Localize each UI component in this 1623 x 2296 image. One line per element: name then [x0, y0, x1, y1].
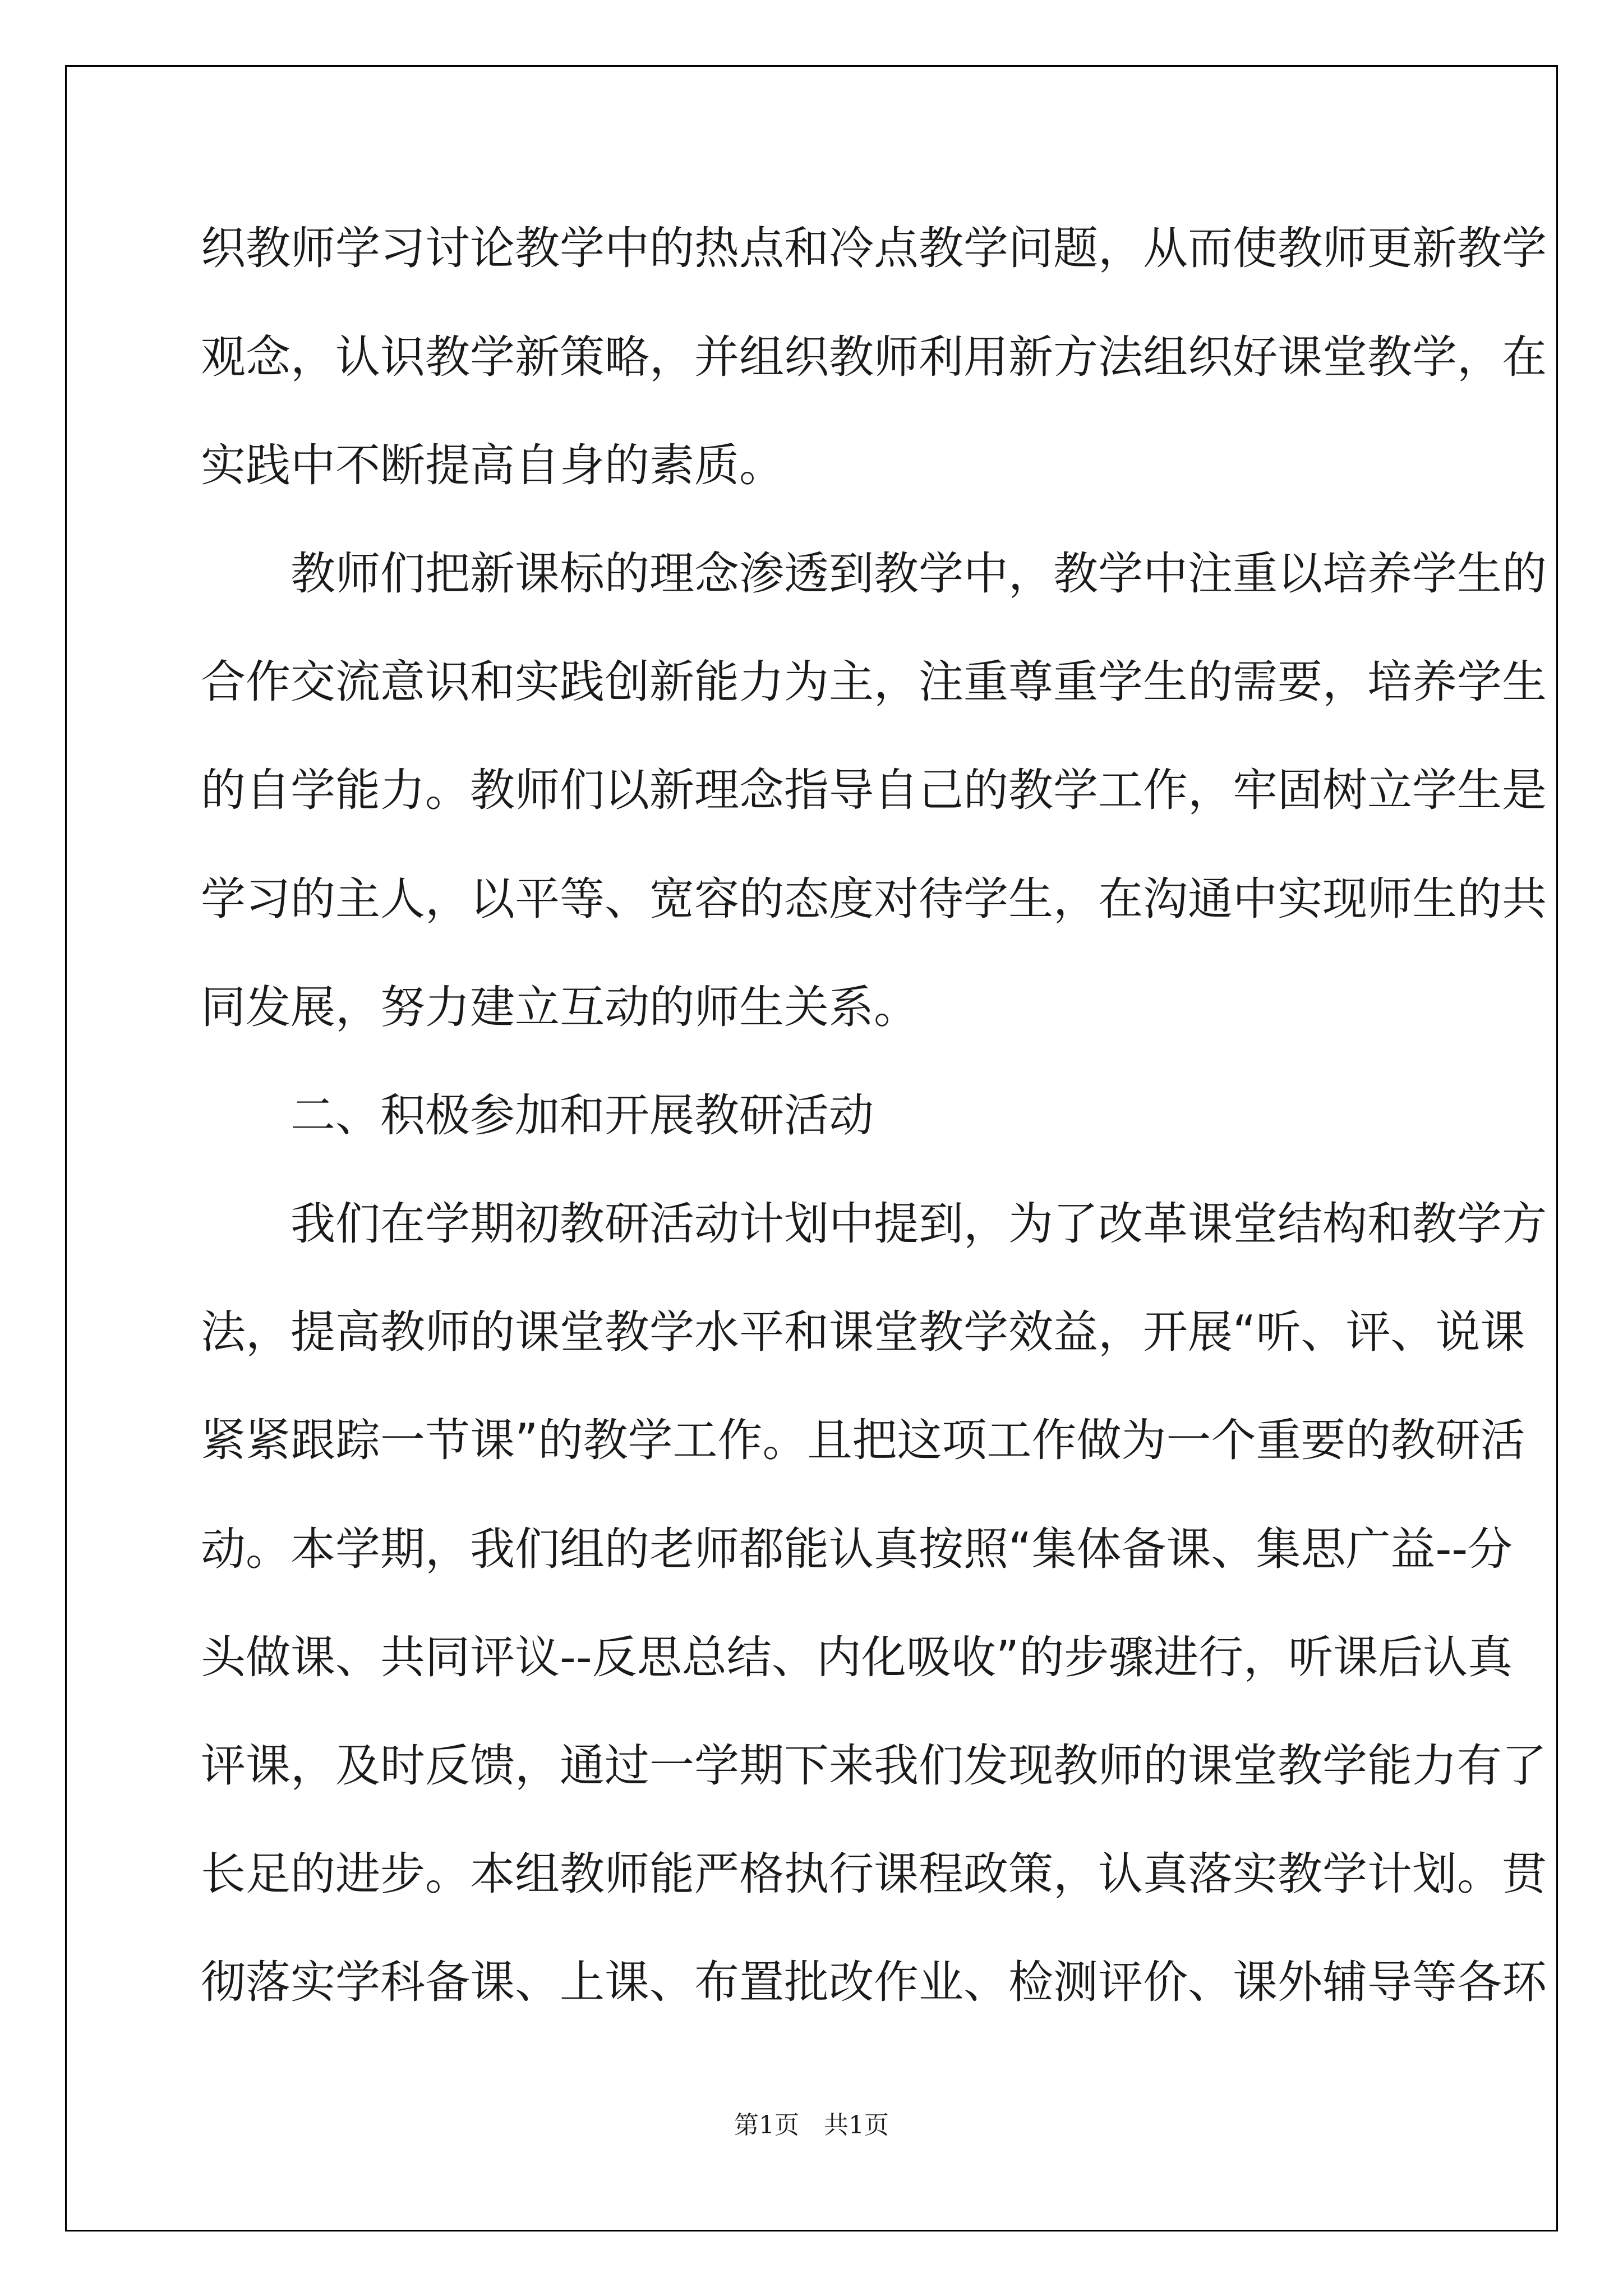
- page-number-footer: 第1页 共1页: [734, 2111, 889, 2139]
- page-border: [65, 65, 1558, 2231]
- text-line: 学习的主人，以平等、宽容的态度对待学生，在沟通中实现师生的共: [201, 873, 1547, 925]
- text-line: 观念，认识教学新策略，并组织教师利用新方法组织好课堂教学，在: [201, 331, 1547, 383]
- text-line: 同发展，努力建立互动的师生关系。: [201, 981, 919, 1033]
- text-line: 彻落实学科备课、上课、布置批改作业、检测评价、课外辅导等各环: [201, 1956, 1547, 2008]
- text-line: 法，提高教师的课堂教学水平和课堂教学效益，开展“听、评、说课: [201, 1306, 1525, 1358]
- text-line: 合作交流意识和实践创新能力为主，注重尊重学生的需要，培养学生: [201, 656, 1547, 708]
- text-line: 头做课、共同评议--反思总结、内化吸收”的步骤进行，听课后认真: [201, 1631, 1513, 1683]
- text-line: 实践中不断提高自身的素质。: [201, 439, 784, 491]
- text-line: 紧紧跟踪一节课”的教学工作。且把这项工作做为一个重要的教研活: [201, 1414, 1525, 1466]
- text-line: 的自学能力。教师们以新理念指导自己的教学工作，牢固树立学生是: [201, 764, 1547, 816]
- text-line: 动。本学期，我们组的老师都能认真按照“集体备课、集思广益--分: [201, 1523, 1513, 1575]
- text-line: 教师们把新课标的理念渗透到教学中，教学中注重以培养学生的: [201, 547, 1547, 600]
- text-line: 我们在学期初教研活动计划中提到，为了改革课堂结构和教学方: [201, 1198, 1547, 1250]
- section-heading: 二、积极参加和开展教研活动: [201, 1089, 874, 1142]
- text-line: 评课，及时反馈，通过一学期下来我们发现教师的课堂教学能力有了: [201, 1740, 1547, 1792]
- text-line: 长足的进步。本组教师能严格执行课程政策，认真落实教学计划。贯: [201, 1848, 1547, 1900]
- text-line: 织教师学习讨论教学中的热点和冷点教学问题，从而使教师更新教学: [201, 222, 1547, 274]
